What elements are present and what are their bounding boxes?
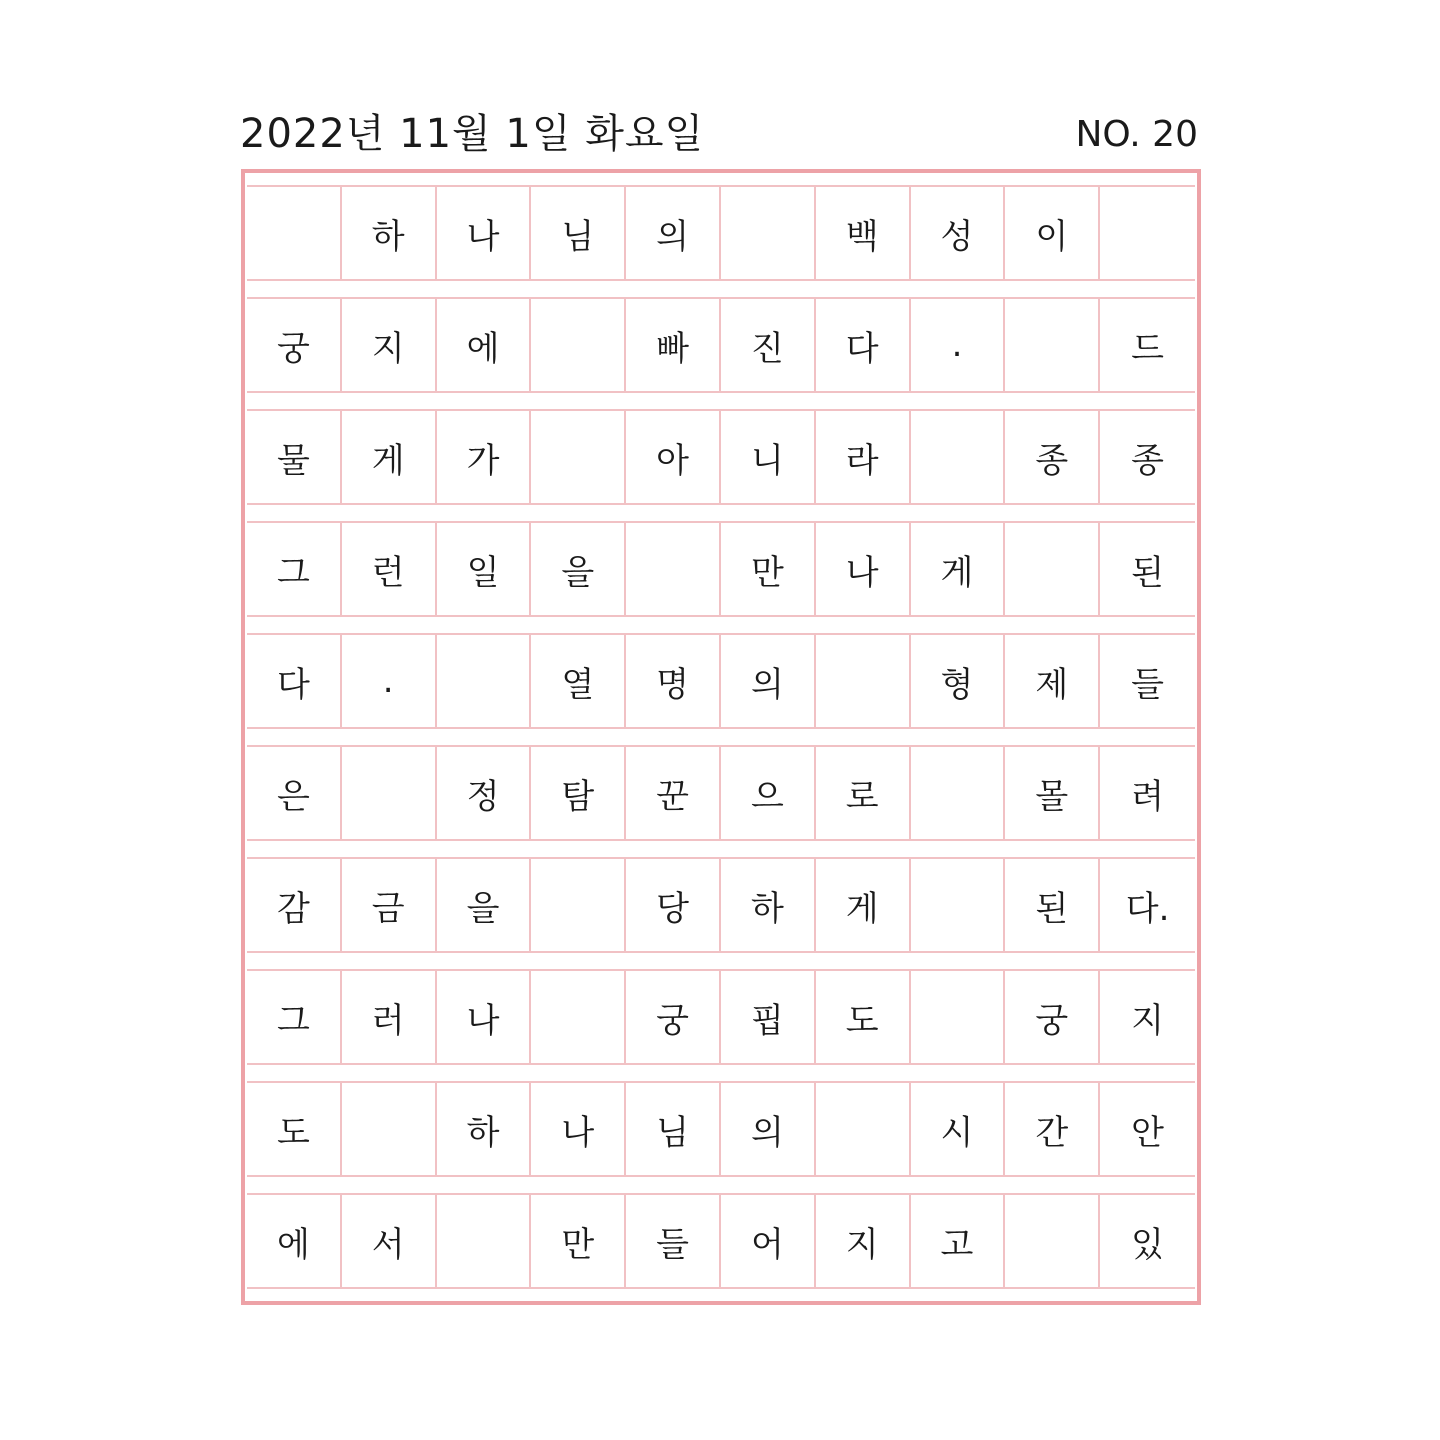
grid-row — [247, 1193, 1195, 1289]
diary-date: 2022년 11월 1일 화요일 — [240, 111, 705, 157]
grid-cell: 명 — [626, 635, 721, 727]
grid-cell: 지 — [342, 299, 437, 391]
grid-cell — [911, 747, 1006, 839]
grid-cell: 궁 — [626, 971, 721, 1063]
grid-cell: 을 — [437, 859, 532, 951]
grid-row — [247, 633, 1195, 729]
grid-cell: 만 — [531, 1195, 626, 1287]
grid-cell — [247, 187, 342, 279]
grid-cell: 게 — [342, 411, 437, 503]
grid-cell: 성 — [911, 187, 1006, 279]
grid-cell: 의 — [626, 187, 721, 279]
grid-cell: 은 — [247, 747, 342, 839]
grid-cell: 런 — [342, 523, 437, 615]
grid-cell: 나 — [816, 523, 911, 615]
grid-cell: 님 — [626, 1083, 721, 1175]
grid-cell: 도 — [816, 971, 911, 1063]
grid-row — [247, 1081, 1195, 1177]
grid-cell: 만 — [721, 523, 816, 615]
grid-cell: 다. — [1125, 888, 1170, 929]
grid-cell: 종 — [1131, 440, 1164, 481]
grid-cell: 간 — [1005, 1083, 1100, 1175]
grid-cell: 게 — [911, 523, 1006, 615]
grid-cell: 나 — [437, 187, 532, 279]
grid-cell: 으 — [721, 747, 816, 839]
grid-cell: 그 — [247, 523, 342, 615]
grid-row — [247, 297, 1195, 393]
grid-cell: 라 — [816, 411, 911, 503]
grid-cell: 드 — [1131, 328, 1164, 369]
grid-cell — [1100, 187, 1195, 279]
grid-cell: 물 — [247, 411, 342, 503]
grid-row — [247, 857, 1195, 953]
grid-cell: 님 — [531, 187, 626, 279]
grid-cell: 궁 — [247, 299, 342, 391]
grid-cell — [816, 635, 911, 727]
grid-cell: 열 — [531, 635, 626, 727]
grid-row — [247, 521, 1195, 617]
grid-cell: 로 — [816, 747, 911, 839]
grid-cell: 진 — [721, 299, 816, 391]
grid-cell: 금 — [342, 859, 437, 951]
grid-cell: 궁 — [1005, 971, 1100, 1063]
grid-cell — [911, 411, 1006, 503]
grid-cell — [342, 1083, 437, 1175]
grid-cell — [342, 747, 437, 839]
grid-cell: 핍 — [721, 971, 816, 1063]
manuscript-grid-sheet — [241, 169, 1201, 1305]
grid-cell: 형 — [911, 635, 1006, 727]
grid-cell: 을 — [531, 523, 626, 615]
grid-cell — [531, 859, 626, 951]
grid-cell: 안 — [1131, 1112, 1164, 1153]
grid-cell: 감 — [247, 859, 342, 951]
grid-cell: 시 — [911, 1083, 1006, 1175]
grid-cell: 게 — [816, 859, 911, 951]
grid-cell: 가 — [437, 411, 532, 503]
grid-cell — [1005, 299, 1100, 391]
grid-cell: 꾼 — [626, 747, 721, 839]
grid-cell: 된 — [1131, 552, 1164, 593]
grid-cell — [531, 971, 626, 1063]
grid-row — [247, 409, 1195, 505]
grid-cell — [531, 411, 626, 503]
grid-cell: 러 — [342, 971, 437, 1063]
grid-cell: 나 — [437, 971, 532, 1063]
grid-cell: 하 — [437, 1083, 532, 1175]
grid-cell: 종 — [1005, 411, 1100, 503]
grid-cell: 아 — [626, 411, 721, 503]
grid-cell: 빠 — [626, 299, 721, 391]
grid-cell: 도 — [247, 1083, 342, 1175]
grid-row — [247, 185, 1195, 281]
grid-cell — [911, 971, 1006, 1063]
grid-cell: 서 — [342, 1195, 437, 1287]
grid-cell: 지 — [1131, 1000, 1164, 1041]
grid-cell: 정 — [437, 747, 532, 839]
grid-cell: 다 — [247, 635, 342, 727]
grid-cell — [1005, 523, 1100, 615]
grid-cell: 들 — [1131, 664, 1164, 705]
grid-row — [247, 745, 1195, 841]
grid-cell: 고 — [911, 1195, 1006, 1287]
grid-cell: 의 — [721, 635, 816, 727]
grid-cell: 된 — [1005, 859, 1100, 951]
grid-cell: 있 — [1131, 1224, 1164, 1265]
grid-cell: 에 — [247, 1195, 342, 1287]
grid-cell: 다 — [816, 299, 911, 391]
grid-cell: 당 — [626, 859, 721, 951]
grid-cell — [437, 635, 532, 727]
grid-cell: 제 — [1005, 635, 1100, 727]
page-number: NO. 20 — [1075, 114, 1198, 155]
grid-cell: 백 — [816, 187, 911, 279]
grid-cell: 니 — [721, 411, 816, 503]
grid-cell: 이 — [1005, 187, 1100, 279]
grid-cell — [437, 1195, 532, 1287]
grid-cell: 지 — [816, 1195, 911, 1287]
grid-cell: . — [911, 299, 1006, 391]
grid-cell — [911, 859, 1006, 951]
grid-cell: 어 — [721, 1195, 816, 1287]
grid-cell: . — [342, 635, 437, 727]
grid-cell — [816, 1083, 911, 1175]
grid-cell: 에 — [437, 299, 532, 391]
grid-cell: 그 — [247, 971, 342, 1063]
grid-cell: 려 — [1131, 776, 1164, 817]
grid-cell — [1005, 1195, 1100, 1287]
grid-row — [247, 969, 1195, 1065]
grid-cell: 하 — [721, 859, 816, 951]
grid-cell — [721, 187, 816, 279]
grid-cell — [626, 523, 721, 615]
grid-cell: 의 — [721, 1083, 816, 1175]
grid-cell: 들 — [626, 1195, 721, 1287]
grid-cell: 하 — [342, 187, 437, 279]
grid-cell: 탐 — [531, 747, 626, 839]
grid-cell — [531, 299, 626, 391]
grid-cell: 일 — [437, 523, 532, 615]
grid-cell: 나 — [531, 1083, 626, 1175]
grid-cell: 몰 — [1005, 747, 1100, 839]
